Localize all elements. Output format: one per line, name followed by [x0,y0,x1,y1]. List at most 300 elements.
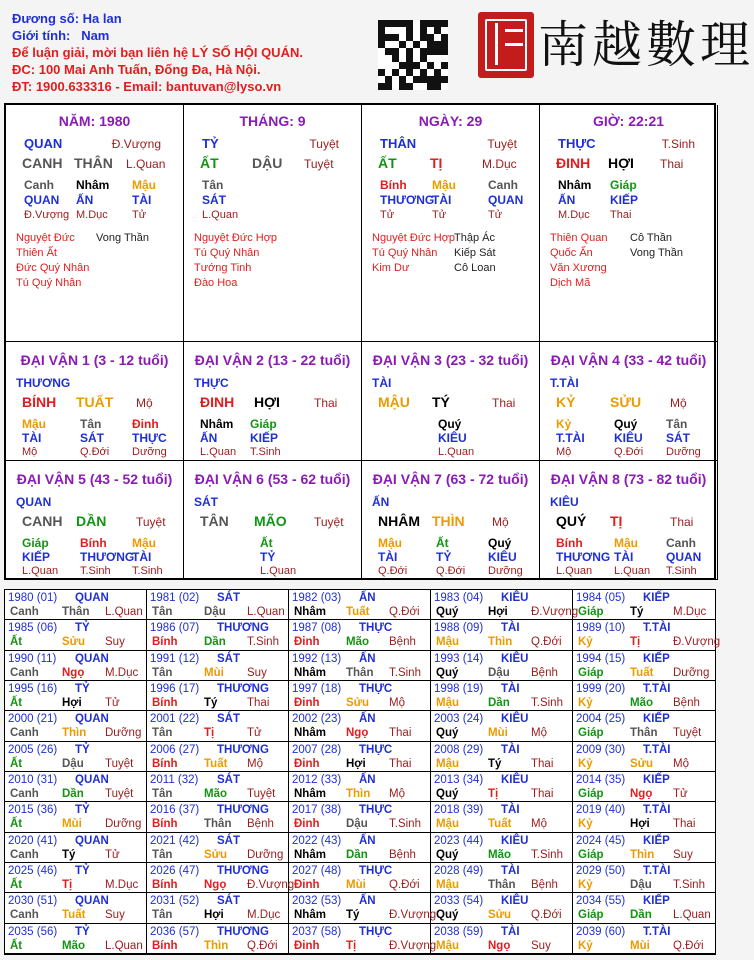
luck-hidden-stem: Tân [666,417,688,431]
year-cell[interactable] [573,863,715,893]
year-stem: Đinh [294,697,320,709]
year-label: 1984 (05) [576,592,626,604]
year-label: 2026 (47) [150,865,200,877]
year-cell[interactable] [431,863,573,893]
pillar-title: GIỜ: 22:21 [592,113,665,129]
year-cell[interactable] [431,651,573,681]
pillar-box [6,105,184,342]
year-stage: Suy [531,939,551,952]
year-cell[interactable] [431,802,573,832]
year-stage: Tử [105,697,120,709]
year-cell[interactable] [289,651,431,681]
year-stem: Canh [10,788,39,800]
year-stage: L.Quan [247,606,285,618]
year-cell[interactable] [5,742,147,772]
hidden-stem: Canh [24,178,54,192]
year-cell[interactable] [289,863,431,893]
year-cell[interactable] [573,681,715,711]
year-stem: Tân [152,666,173,679]
year-stage: Tử [247,727,262,740]
luck-hidden-stage: Q.Đới [80,446,110,458]
luck-branch: THÌN [432,513,465,529]
address-line: ĐC: 100 Mai Anh Tuấn, Đống Đa, Hà Nội. [12,62,261,77]
year-label: 2037 (58) [292,925,342,938]
shensha-left: Quốc Ấn [550,247,593,259]
year-cell[interactable] [431,681,573,711]
year-stage: Thai [389,757,412,770]
ten-god-stem: THÂN [380,136,417,151]
year-label: 2005 (26) [8,743,58,756]
year-stem: Bính [152,818,178,831]
luck-branch: SỬU [610,394,642,410]
hidden-stage: Tử [132,209,147,221]
year-stage: M.Dục [673,606,707,618]
year-cell[interactable] [573,893,715,923]
year-cell[interactable] [147,833,289,863]
shensha-left: Văn Xương [550,262,607,274]
earthly-branch: THÂN [74,155,113,171]
luck-hidden-stage: T.Sinh [666,565,697,577]
year-stem: Canh [10,666,39,679]
year-label: 2029 (50) [576,865,626,877]
year-branch: Tý [346,909,360,922]
year-label: 2008 (29) [434,743,484,756]
year-label: 2013 (34) [434,774,484,786]
year-cell[interactable] [573,924,715,954]
year-label: 1980 (01) [8,592,58,604]
year-label: 2009 (30) [576,743,626,756]
hidden-stage: M.Dục [76,209,108,221]
year-stage: Tử [673,788,688,800]
year-stage: Dưỡng [105,727,142,740]
year-stage: Bệnh [389,848,416,861]
year-ten-god: TỶ [75,804,90,817]
year-cell[interactable] [147,711,289,741]
heavenly-stem: ĐINH [556,155,591,171]
year-cell[interactable] [5,802,147,832]
year-branch: Tý [62,848,76,861]
year-ten-god: T.TÀI [643,683,671,695]
shensha-left: Tú Quý Nhân [16,277,82,289]
year-stage: Mộ [673,757,689,770]
year-stem: Bính [152,697,178,709]
luck-branch: TUẤT [76,394,114,410]
luck-hidden-stage: L.Quan [556,565,593,577]
year-cell[interactable] [289,833,431,863]
year-stem: Canh [10,909,39,922]
year-cell[interactable] [289,681,431,711]
year-stage: Q.Đới [531,909,562,922]
year-stage: Đ.Vượng [389,939,437,952]
year-stem: Kỷ [578,757,593,770]
luck-hidden-stage: T.Sinh [250,446,281,458]
year-cell[interactable] [5,590,147,620]
year-cell[interactable] [573,620,721,650]
year-stem: Quý [436,606,459,618]
luck-ten-god: QUAN [16,495,52,509]
phone-email-line[interactable]: ĐT: 1900.633316 - Email: bantuvan@lyso.vn [12,79,282,94]
year-label: 1983 (04) [434,592,484,604]
hidden-stem: Mậu [432,178,456,192]
year-label: 2015 (36) [8,804,58,817]
year-stage: Thai [247,697,270,709]
gender-value: Nam [81,28,110,43]
year-stage: Đ.Vượng [389,909,437,922]
year-branch: Tuất [204,757,228,770]
luck-hidden-stage: Q.Đới [378,565,408,577]
hidden-stem: Mậu [132,178,156,192]
year-ten-god: QUAN [75,592,109,604]
year-label: 2034 (55) [576,895,626,908]
luck-stem: QUÝ [556,513,587,529]
year-ten-god: KIÊU [501,652,529,665]
earthly-branch: DẬU [252,155,283,171]
year-stage: T.Sinh [389,818,421,831]
year-branch: Tuất [488,818,512,831]
year-cell[interactable] [573,742,715,772]
year-ten-god: THƯƠNG [217,622,269,635]
luck-ten-god: SÁT [194,495,218,509]
year-cell[interactable] [5,893,147,923]
year-stage: Suy [105,636,125,649]
year-label: 2036 (57) [150,925,200,938]
year-cell[interactable] [147,863,295,893]
year-branch: Ngọ [346,727,369,740]
year-ten-god: TÀI [501,622,520,635]
hidden-ten-god: THƯƠNG [380,193,435,207]
year-cell[interactable] [147,620,289,650]
year-branch: Dậu [630,879,652,891]
year-stage: Bệnh [389,636,416,649]
luck-branch: TỊ [610,513,623,529]
luck-hidden-god: ẤN [200,431,218,445]
year-branch: Tị [204,727,215,740]
red-seal-icon [478,12,534,78]
luck-stem: BÍNH [22,394,57,410]
year-branch: Sửu [488,909,512,922]
year-label: 1987 (08) [292,622,342,635]
year-branch: Thân [346,666,374,679]
year-stem: Mậu [436,879,459,891]
year-cell[interactable] [573,772,715,802]
year-stem: Mậu [436,697,459,709]
year-cell[interactable] [5,924,147,954]
luck-hidden-stem: Mậu [614,536,638,550]
year-ten-god: TỶ [75,683,90,695]
pillar-box [184,105,362,342]
luck-hidden-stage: L.Quan [614,565,651,577]
year-cell[interactable] [5,620,147,650]
year-label: 2016 (37) [150,804,200,817]
year-cell[interactable] [147,924,289,954]
luck-hidden-stage: L.Quan [438,446,475,458]
year-ten-god: THỰC [359,925,393,938]
year-stage: Mộ [531,727,547,740]
year-branch: Tý [630,606,644,618]
gender-label: Giới tính: [12,28,71,43]
year-cell[interactable] [289,772,431,802]
qr-code-icon[interactable] [378,20,448,90]
luck-hidden-god: SÁT [80,431,104,445]
luck-period-box [6,461,184,580]
year-branch: Dậu [488,666,510,679]
year-stage: Thai [389,727,412,740]
year-stem: Tân [152,909,173,922]
year-ten-god: SÁT [217,895,240,908]
hidden-stem: Bính [380,178,407,192]
year-branch: Tuất [630,666,654,679]
year-cell[interactable] [289,742,431,772]
hidden-ten-god: TÀI [432,193,452,207]
year-label: 2035 (56) [8,925,58,938]
year-cell[interactable] [573,651,715,681]
shensha-right: Kiếp Sát [454,247,496,259]
year-cell[interactable] [5,833,147,863]
heavenly-stem: ẤT [200,155,219,171]
luck-title: ĐẠI VẬN 5 (43 - 52 tuổi) [16,471,173,487]
shensha-right: Cô Loan [454,262,496,274]
hidden-ten-god: KIẾP [610,193,639,207]
year-stage: Q.Đới [389,606,420,618]
luck-hidden-stem: Kỷ [556,417,572,431]
luck-period-box [540,461,718,580]
luck-hidden-stem: Giáp [250,417,277,431]
year-stem: Kỷ [578,636,593,649]
earthly-branch: TỊ [430,155,443,171]
year-stem: Kỷ [578,879,593,891]
year-branch: Thìn [62,727,87,740]
year-cell[interactable] [573,711,715,741]
year-stage: Suy [105,909,125,922]
luck-hidden-god: SÁT [666,431,690,445]
shensha-left: Nguyệt Đức [16,232,75,244]
luck-hidden-stage: L.Quan [22,565,59,577]
year-branch: Tuất [346,606,370,618]
year-stem: Giáp [578,727,604,740]
hidden-ten-god: ẤN [558,193,576,207]
year-branch: Dần [346,848,368,861]
year-branch: Tị [346,939,357,952]
year-cell[interactable] [289,620,431,650]
luck-hidden-stem: Tân [80,417,102,431]
year-branch: Ngọ [62,666,85,679]
year-label: 2039 (60) [576,925,626,938]
year-cell[interactable] [147,772,289,802]
luck-hidden-stage: Mộ [22,446,38,458]
shensha-left: Tướng Tinh [194,262,252,274]
year-stem: Mậu [436,757,459,770]
year-label: 2027 (48) [292,865,342,877]
year-cell[interactable] [5,681,147,711]
year-stem: Kỷ [578,939,593,952]
year-cell[interactable] [5,772,147,802]
year-stem: Quý [436,788,459,800]
pillar-box [540,105,718,342]
year-ten-god: T.TÀI [643,743,671,756]
pillar-star: Tuyệt [309,137,339,151]
year-ten-god: T.TÀI [643,865,671,877]
year-branch: Dậu [346,818,368,831]
year-stem: Giáp [578,848,604,861]
year-stage: Thai [531,757,554,770]
luck-hidden-god: KIÊU [488,550,517,564]
luck-hidden-god: TÀI [132,550,152,564]
year-cell[interactable] [147,590,289,620]
year-stem: Nhâm [294,727,326,740]
year-cell[interactable] [431,893,573,923]
year-branch: Mão [488,848,511,861]
year-stage: M.Dục [105,879,139,891]
year-label: 2022 (43) [292,834,342,847]
year-cell[interactable] [289,802,431,832]
year-stem: Đinh [294,879,320,891]
luck-stage: Mộ [670,396,687,410]
luck-branch: DẦN [76,513,107,529]
year-cell[interactable] [5,863,147,893]
year-ten-god: T.TÀI [643,804,671,817]
luck-period-box [362,461,540,580]
year-branch: Sửu [346,697,370,709]
year-cell[interactable] [147,681,289,711]
year-cell[interactable] [147,893,289,923]
year-cell[interactable] [431,833,573,863]
year-stage: Dưỡng [105,818,142,831]
year-cell[interactable] [431,620,573,650]
year-cell[interactable] [289,590,431,620]
luck-stage: Thai [670,515,694,529]
year-cell[interactable] [431,711,573,741]
year-branch: Ngọ [488,939,511,952]
luck-branch: TÝ [432,394,450,410]
luck-hidden-stem: Đinh [132,417,159,431]
year-stem: Mậu [436,636,459,649]
year-branch: Mùi [62,818,82,831]
year-stem: Mậu [436,818,459,831]
year-cell[interactable] [147,742,289,772]
year-label: 1997 (18) [292,683,342,695]
shensha-left: Dịch Mã [550,277,591,289]
year-stem: Đinh [294,636,320,649]
year-ten-god: THỰC [359,622,393,635]
year-ten-god: T.TÀI [643,622,671,635]
ten-god-stem: THỰC [558,136,596,151]
year-stage: Suy [247,666,267,679]
year-ten-god: QUAN [75,834,109,847]
year-cell[interactable] [573,802,715,832]
year-branch: Hợi [630,818,650,831]
year-cell[interactable] [5,651,147,681]
luck-period-box [184,342,362,461]
luck-hidden-stem: Canh [666,536,696,550]
year-branch: Thân [488,879,516,891]
year-label: 2023 (44) [434,834,484,847]
year-branch: Tị [62,879,73,891]
year-stage: T.Sinh [673,879,705,891]
year-ten-god: SÁT [217,592,240,604]
year-stage: Đ.Vượng [531,606,579,618]
shensha-left: Đào Hoa [194,277,238,289]
year-cell[interactable] [147,802,289,832]
shensha-right: Thập Ác [454,232,495,244]
year-stage: L.Quan [105,939,143,952]
luck-stage: Tuyệt [136,515,166,529]
palace-grid [4,103,716,580]
year-label: 2002 (23) [292,713,342,726]
year-stem: Bính [152,939,178,952]
year-ten-god: TỶ [75,743,90,756]
year-cell[interactable] [431,742,573,772]
luck-hidden-god: THƯƠNG [556,550,611,564]
year-branch: Hợi [488,606,508,618]
year-stem: Ất [10,636,23,649]
year-cell[interactable] [431,590,579,620]
luck-hidden-god: KIẾP [22,550,51,564]
year-stem: Mậu [436,939,459,952]
year-cell[interactable] [573,833,715,863]
pillar-star: Tuyệt [487,137,517,151]
year-stem: Kỷ [578,697,593,709]
year-branch: Tuất [62,909,86,922]
luck-hidden-stem: Bính [556,536,583,550]
luck-title: ĐẠI VẬN 6 (53 - 62 tuổi) [194,471,351,487]
branch-stage: Thai [660,157,684,171]
year-stage: Dưỡng [247,848,284,861]
year-cell[interactable] [289,924,437,954]
luck-title: ĐẠI VẬN 7 (63 - 72 tuổi) [372,471,529,487]
year-label: 1994 (15) [576,652,626,665]
year-cell[interactable] [431,772,573,802]
year-label: 2020 (41) [8,834,58,847]
hidden-stage: M.Dục [558,209,590,221]
logo-calligraphy: 南越數理 [538,16,754,74]
year-cell[interactable] [431,924,573,954]
year-cell[interactable] [289,711,431,741]
luck-hidden-stage: Q.Đới [436,565,466,577]
year-ten-god: TÀI [501,743,520,756]
year-cell[interactable] [289,893,437,923]
hidden-stage: L.Quan [202,209,239,221]
luck-hidden-stage: Mộ [556,446,572,458]
year-branch: Dần [488,697,510,709]
shensha-right: Cô Thần [630,232,672,244]
year-stem: Canh [10,848,39,861]
luck-stage: Tuyệt [314,515,344,529]
branch-stage: M.Dục [482,157,517,171]
year-branch: Ngọ [204,879,227,891]
year-label: 2001 (22) [150,713,200,726]
year-stage: Tuyệt [247,788,276,800]
year-stage: L.Quan [105,606,143,618]
luck-stem: KỶ [556,394,576,410]
luck-period-box [540,342,718,461]
luck-title: ĐẠI VẬN 3 (23 - 32 tuổi) [372,352,529,368]
year-cell[interactable] [573,590,715,620]
year-cell[interactable] [5,711,147,741]
year-ten-god: KIẾP [643,592,670,604]
luck-hidden-god: QUAN [666,550,702,564]
year-branch: Mão [630,697,653,709]
year-ten-god: TÀI [501,683,520,695]
shensha-left: Tú Quý Nhân [194,247,260,259]
year-label: 2017 (38) [292,804,342,817]
year-stem: Ất [10,939,23,952]
year-stage: Suy [673,848,693,861]
year-cell[interactable] [147,651,289,681]
pillar-title: NĂM: 1980 [58,113,131,129]
year-label: 1990 (11) [8,652,57,665]
year-stem: Nhâm [294,788,326,800]
year-label: 2024 (45) [576,834,626,847]
